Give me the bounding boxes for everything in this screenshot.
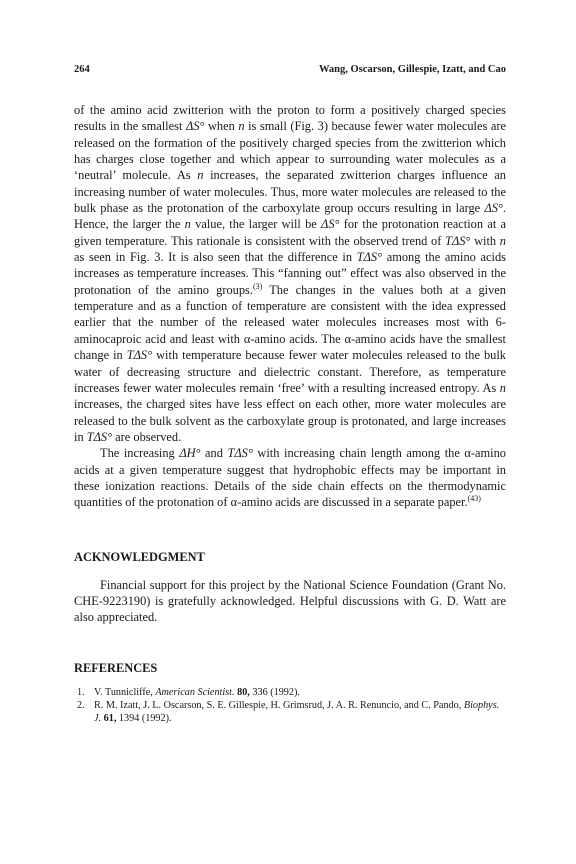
italic-text: ΔH° — [179, 446, 201, 461]
reference-item — [74, 686, 506, 699]
italic-text: TΔS° — [126, 348, 153, 363]
text-run: among the amino acids increases as temperature increases. This “fanning out” effect was also observed in the protonation of the amino groups. — [74, 250, 506, 297]
references-heading: REFERENCES — [74, 660, 158, 675]
text-run: and — [200, 446, 228, 461]
reference-number: 1. — [77, 686, 85, 698]
journal-page — [74, 64, 506, 725]
text-run: with temperature because fewer water molecules released to the bulk water of decreasing structure and dielectric constant. Therefore, as temperature increases fewer water molecules remain ‘free’ with a resulting increased entropy. As — [74, 348, 507, 395]
italic-text: n — [499, 233, 506, 248]
acknowledgment-heading: ACKNOWLEDGMENT — [74, 549, 205, 564]
italic-text: n — [184, 217, 191, 232]
body-text — [74, 102, 506, 511]
acknowledgment-text: Financial support for this project by the National Science Foundation (Grant No. CHE-9223190) is gratefully acknowledged. Helpful discussions with G. D. Watt are also appreciated. — [74, 577, 506, 625]
text-run: value, the larger will be — [190, 217, 322, 232]
text-run: R. M. Izatt, J. L. Oscarson, S. E. Gillespie, H. Grimsrud, J. A. R. Renuncio, and C. Pando, — [94, 699, 464, 711]
text-run: The changes in the values both at a given temperature and as a function of temperature are consistent with the idea expressed earlier that the number of the released water molecules increases most with 6-aminocaproic acid and least with α-amino acids. The α-amino acids have the smallest change in — [74, 282, 506, 363]
text-run: is small (Fig. 3) because fewer water molecules are released on the formation of the positively charged species from the zwitterion which has charges close together and which appear to surrounding water molecules as a ‘neutral’ molecule. As — [74, 119, 506, 183]
reference-list — [74, 686, 506, 726]
italic-text: TΔS° — [227, 446, 253, 461]
reference-number: 2. — [77, 699, 85, 711]
text-run: increases, the charged sites have less effect on each other, more water molecules are released to the bulk solvent as the carboxylate group is protonated, and large increases in — [74, 397, 506, 444]
italic-text: n — [197, 168, 204, 183]
citation-superscript: (43) — [467, 494, 481, 504]
text-run: of the amino acid zwitterion with the proton to form a positively charged species results in the smallest — [74, 103, 506, 134]
text-run: with increasing chain length among the α-amino acids at a given temperature suggest that hydrophobic effects may be important in these ionization reactions. Details of the side chain effects on the thermodynamic quantities of the protonation of α-amino acids are discussed in a separate paper. — [74, 446, 506, 510]
reference-text — [94, 686, 506, 699]
running-head — [74, 64, 506, 76]
running-head-authors: Wang, Oscarson, Gillespie, Izatt, and Cao — [319, 64, 506, 75]
italic-text: TΔS° — [86, 429, 113, 444]
text-run: 1394 (1992). — [116, 713, 172, 725]
text-run: The increasing — [100, 446, 180, 461]
citation-superscript: (3) — [252, 281, 263, 291]
reference-text — [94, 699, 506, 725]
text-run: V. Tunnicliffe, — [94, 686, 156, 698]
bold-text: 61, — [103, 713, 117, 725]
italic-text: ΔS° — [484, 201, 503, 216]
text-run: . Hence, the larger the — [74, 201, 506, 232]
italic-text: ΔS° — [185, 119, 205, 134]
text-run: as seen in Fig. 3. It is also seen that the difference in — [74, 250, 357, 265]
bold-text: 80, — [237, 686, 250, 698]
italic-text: n — [238, 119, 245, 134]
text-run: are observed. — [112, 429, 182, 444]
text-run: when — [204, 119, 239, 134]
text-run: increases, the separated zwitterion charges influence an increasing number of water molecules. Thus, more water molecules are released to the bulk phase as the protonation of the carboxylate group occurs resulting in large — [74, 168, 506, 216]
italic-text: n — [499, 380, 506, 395]
italic-text: TΔS° — [445, 233, 471, 248]
italic-text: TΔS° — [356, 250, 383, 265]
text-run: with — [470, 233, 500, 248]
reference-item — [74, 699, 506, 725]
acknowledgment-section — [74, 577, 506, 626]
page-number: 264 — [74, 64, 90, 75]
italic-text: Biophys. J. — [94, 699, 500, 725]
body-paragraph-1 — [74, 102, 506, 445]
italic-text: ΔS° — [321, 217, 340, 232]
text-run: 336 (1992). — [249, 686, 300, 698]
italic-text: American Scientist. — [155, 686, 235, 698]
body-paragraph-2 — [74, 445, 506, 510]
text-run: for the protonation reaction at a given temperature. This rationale is consistent with the observed trend of — [74, 217, 507, 248]
